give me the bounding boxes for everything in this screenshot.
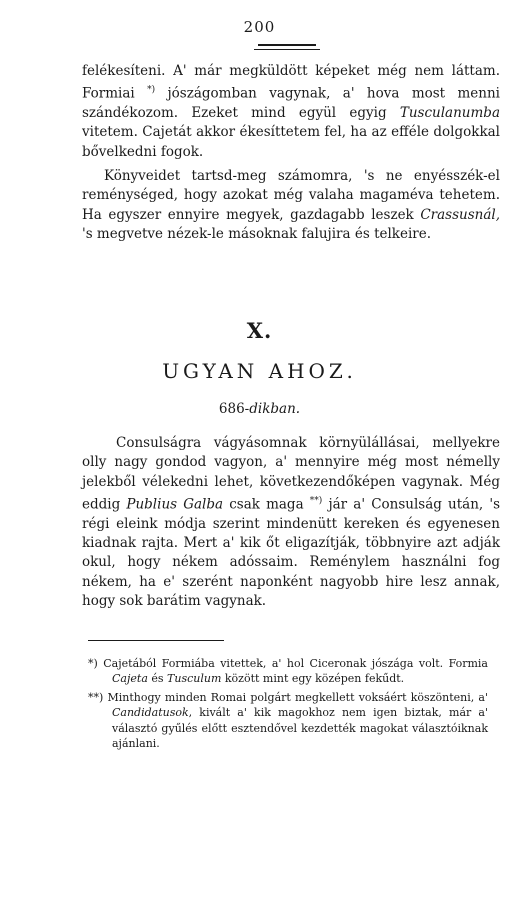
italic-place-name: Tusculum (167, 672, 222, 686)
italic-term: Candidatusok (112, 706, 189, 720)
italic-place-name: Tusculanumba (399, 105, 500, 122)
italic-person-name: Publius Galba (126, 496, 224, 513)
paragraph-continued (82, 62, 500, 162)
header-rule (258, 44, 316, 46)
text: csak maga (223, 496, 310, 513)
text: Cajetából Formiába vitettek, a' hol Ciceronak jószága volt. Formia (103, 657, 488, 670)
header-rule-thin (254, 49, 320, 50)
paragraph-consulship (82, 434, 500, 611)
text: Könyveidet tartsd-meg számomra, 's ne enyésszék-el reménységed, hogy azokat még valaha magaméva tehetem. Ha egyszer ennyire megyek, gazdagabb leszek (82, 168, 500, 223)
paragraph-books (82, 167, 500, 244)
italic-person-name: Crassusnál, (420, 206, 500, 223)
page-number: 200 (243, 18, 276, 36)
footnotes (88, 656, 488, 754)
letter-title: UGYAN AHOZ. (162, 359, 357, 383)
footnote-ref-2: **) (309, 495, 323, 506)
letter-date (0, 401, 519, 417)
letter-number: X. (246, 318, 273, 343)
footnote-ref-1: *) (147, 85, 156, 96)
text: között mint egy középen fekűdt. (221, 672, 405, 686)
text: , kivált a' kik magokhoz nem igen biztak, már a' választó gyűlés előtt esztendővel kezdették magokat választóiknak ajánlani. (112, 706, 488, 751)
text: és (147, 672, 168, 686)
date-number: 686- (218, 401, 250, 417)
footnote-2 (88, 690, 488, 752)
text: Consulságra vágyásomnak környülállásai, mellyekre olly nagy gondod vagyon, a' mennyire még most némelly jelekből vélekedni lehet, következendőképen vagynak. Még eddig (82, 435, 500, 513)
text: jószágomban vagynak, a' hova most menni szándékozom. Ezeket mind együl egyig (82, 85, 500, 122)
text: 's megvetve nézek-le másoknak falujira és telkeire. (82, 225, 432, 242)
footnote-1 (88, 656, 488, 687)
text: Minthogy minden Romai polgárt megkellett voksáért köszönteni, a' (107, 690, 488, 704)
text: jár a' Consulság után, 's régi eleink módja szerint mindenütt kereken és egyenesen kiadnak rajta. Mert a' kik őt eligazítják, többnyire azt adják okul, hogy nékem adóssaim. Reménylem használni fog nékem, ha e' szerént naponként nagyobb hire lesz annak, hogy sok barátim vagynak. (82, 496, 500, 609)
footnote-rule (88, 640, 224, 641)
text: vitetem. Cajetát akkor ékesíttetem fel, ha az efféle dolgokkal bővelkedni fogok. (82, 124, 500, 160)
italic-place-name: Cajeta (112, 672, 148, 686)
footnote-mark: **) (88, 690, 104, 704)
text: felékesíteni. A' már megküldött képeket még nem láttam. Formiai (82, 63, 500, 102)
footnote-mark: *) (88, 657, 98, 670)
date-suffix: dikban. (249, 401, 301, 417)
